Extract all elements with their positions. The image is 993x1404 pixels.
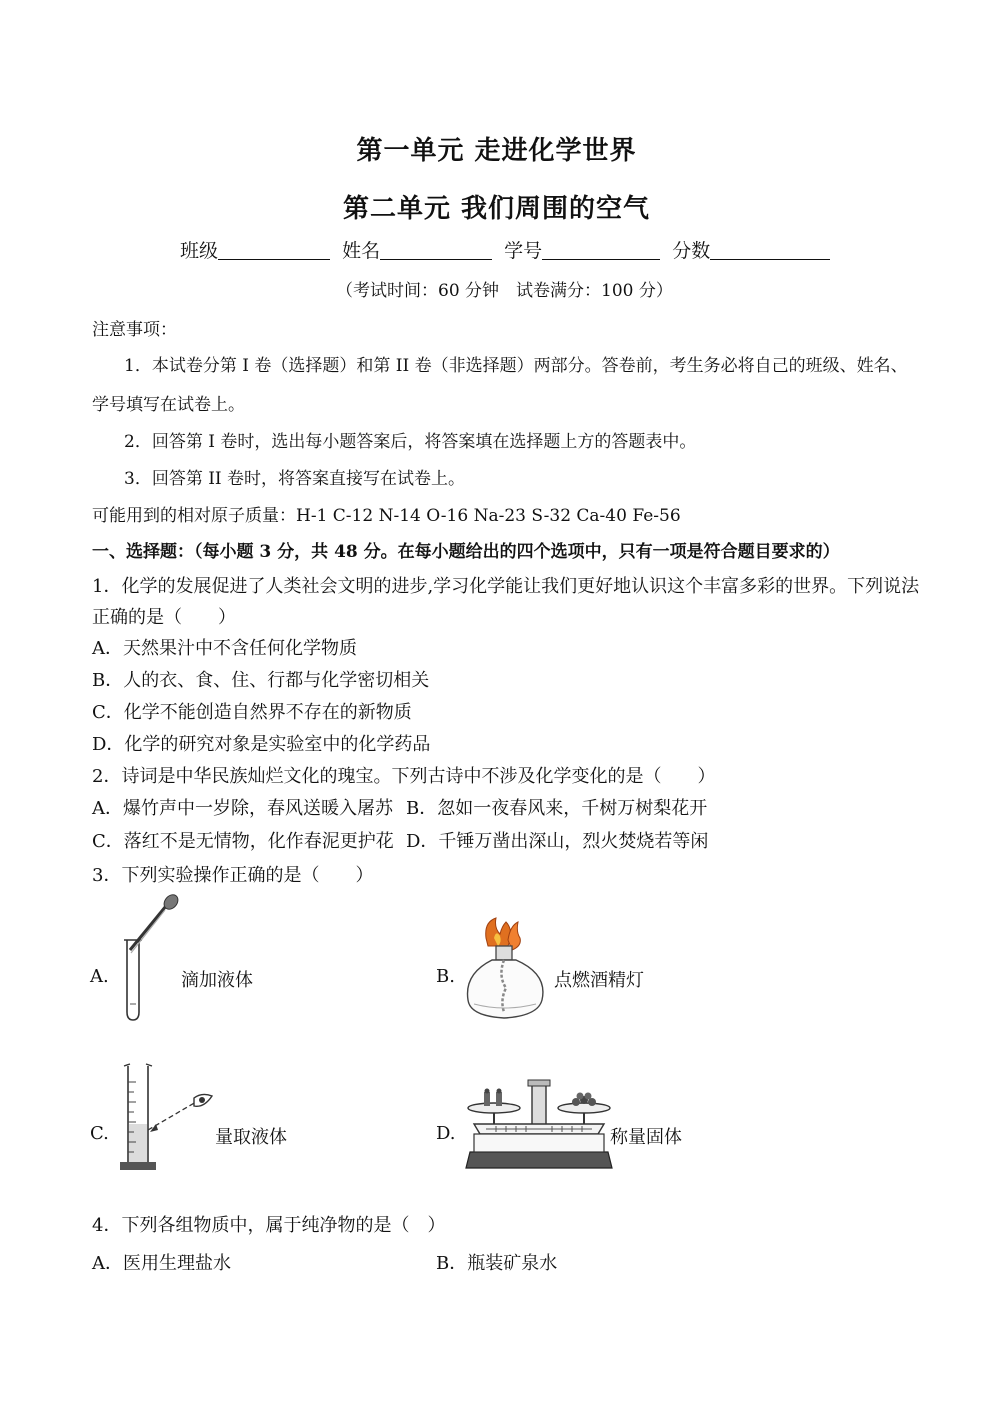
student-info-line [180, 236, 836, 263]
class-field[interactable] [218, 241, 330, 260]
title-unit-2: 第二单元 我们周围的空气 [342, 194, 651, 224]
class-label: 班级 [180, 240, 219, 262]
balance-scale-icon [466, 1078, 612, 1176]
q3-option-c-letter: C. [90, 1123, 109, 1144]
score-field[interactable] [710, 241, 830, 260]
q1-option-b: B．人的衣、食、住、行都与化学密切相关 [92, 670, 430, 691]
notice-item-3: 3．回答第 II 卷时，将答案直接写在试卷上。 [124, 469, 466, 489]
q1-option-d: D．化学的研究对象是实验室中的化学药品 [92, 734, 431, 755]
q3-option-b-letter: B. [436, 966, 455, 987]
q4-option-a: A．医用生理盐水 [92, 1253, 231, 1274]
name-field[interactable] [380, 241, 492, 260]
id-label: 学号 [504, 240, 543, 262]
q2-option-c: C．落红不是无情物，化作春泥更护花 [92, 831, 394, 852]
q3-stem: 3．下列实验操作正确的是（ ） [92, 865, 374, 886]
atomic-masses: 可能用到的相对原子质量：H-1 C-12 N-14 O-16 Na-23 S-32 Ca-40 Fe-56 [92, 506, 681, 526]
dropper-test-tube-icon [118, 892, 188, 1024]
q1-option-c: C．化学不能创造自然界不存在的新物质 [92, 702, 412, 723]
q1-option-a: A．天然果汁中不含任何化学物质 [92, 638, 357, 659]
q3-option-d-caption: 称量固体 [610, 1127, 682, 1148]
name-label: 姓名 [342, 240, 381, 262]
notice-item-1-line-2: 学号填写在试卷上。 [92, 395, 245, 415]
q2-option-a: A．爆竹声中一岁除，春风送暖入屠苏 [92, 798, 393, 819]
q3-option-d-letter: D. [436, 1123, 456, 1144]
q4-stem: 4．下列各组物质中，属于纯净物的是（ ） [92, 1215, 446, 1236]
notice-item-1-line-1: 1．本试卷分第 I 卷（选择题）和第 II 卷（非选择题）两部分。答卷前，考生务必将自己的班级、姓名、 [124, 356, 908, 376]
q3-option-b-caption: 点燃酒精灯 [554, 970, 644, 991]
q4-option-b: B．瓶装矿泉水 [436, 1253, 558, 1274]
alcohol-lamp-icon [464, 916, 554, 1024]
q1-stem-line-1: 1．化学的发展促进了人类社会文明的进步,学习化学能让我们更好地认识这个丰富多彩的世界。下列说法 [92, 576, 920, 597]
notice-item-2: 2．回答第 I 卷时，选出每小题答案后，将答案填在选择题上方的答题表中。 [124, 432, 697, 452]
q3-option-a-caption: 滴加液体 [181, 970, 253, 991]
score-label: 分数 [672, 240, 711, 262]
title-unit-1: 第一单元 走进化学世界 [356, 136, 637, 166]
q3-option-c-caption: 量取液体 [215, 1127, 287, 1148]
q2-stem: 2．诗词是中华民族灿烂文化的瑰宝。下列古诗中不涉及化学变化的是（ ） [92, 766, 716, 787]
q1-stem-line-2: 正确的是（ ） [92, 607, 236, 628]
exam-meta: （考试时间：60 分钟 试卷满分：100 分） [336, 281, 673, 301]
id-field[interactable] [542, 241, 660, 260]
section-1-heading: 一、选择题：（每小题 3 分，共 48 分。在每小题给出的四个选项中，只有一项是符合题目要求的） [92, 542, 840, 562]
q2-option-d: D．千锤万凿出深山，烈火焚烧若等闲 [406, 831, 709, 852]
notice-heading: 注意事项： [92, 320, 177, 340]
graduated-cylinder-eye-icon [118, 1062, 218, 1174]
q3-option-a-letter: A. [90, 966, 109, 987]
q2-option-b: B．忽如一夜春风来，千树万树梨花开 [406, 798, 708, 819]
